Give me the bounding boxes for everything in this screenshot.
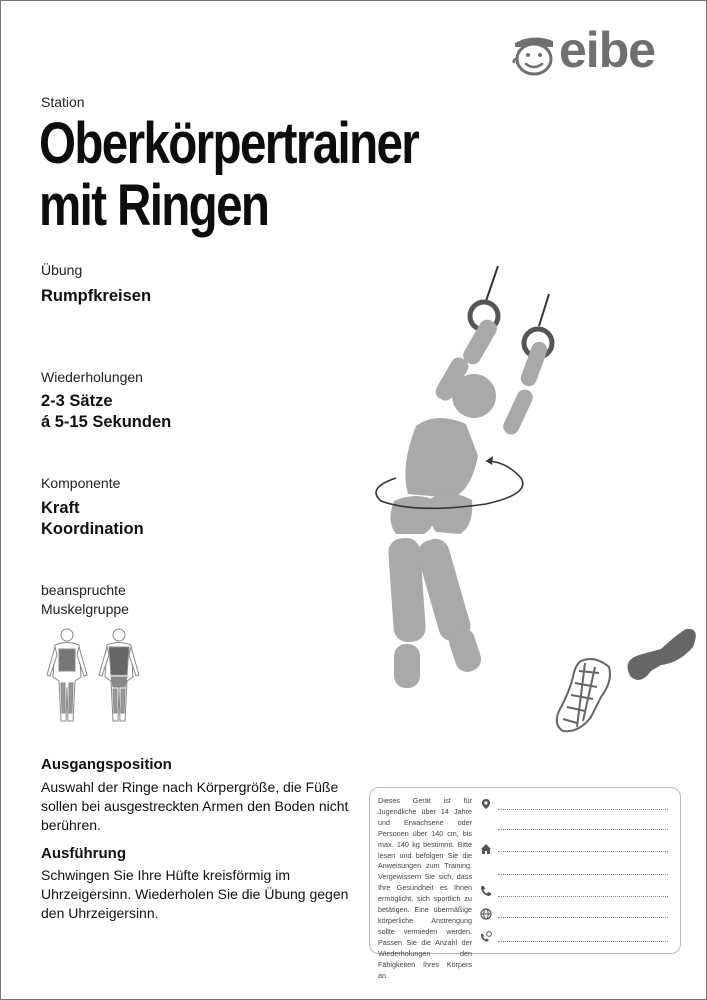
title-line-1: Oberkörpertrainer bbox=[39, 111, 419, 176]
repetitions-line-2: á 5-15 Sekunden bbox=[41, 413, 172, 431]
start-position-heading: Ausgangsposition bbox=[41, 756, 172, 773]
info-line-3 bbox=[498, 851, 668, 852]
component-line-2: Koordination bbox=[41, 520, 144, 538]
execution-text: Schwingen Sie Ihre Hüfte kreisförmig im Uhrzeigersinn. Wiederholen Sie die Übung gegen den Uhrzeigersinn. bbox=[41, 867, 349, 921]
info-line-5 bbox=[498, 896, 668, 897]
shoe-sole-dark-icon bbox=[627, 629, 695, 680]
emergency-phone-icon bbox=[480, 931, 492, 943]
back-body-icon bbox=[99, 629, 139, 721]
muscle-group-diagram bbox=[39, 625, 151, 725]
exercise-value: Rumpfkreisen bbox=[41, 287, 152, 305]
smiling-kid-face-icon bbox=[507, 33, 559, 77]
location-pin-icon bbox=[480, 798, 492, 810]
execution-heading: Ausführung bbox=[41, 845, 126, 862]
title-line-2: mit Ringen bbox=[39, 173, 269, 238]
exercise-label: Übung bbox=[41, 262, 83, 278]
repetitions-label: Wiederholungen bbox=[41, 369, 143, 385]
phone-icon bbox=[480, 885, 492, 897]
shoe-sole-tread-icon bbox=[557, 659, 610, 731]
component-line-1: Kraft bbox=[41, 499, 80, 517]
info-line-7 bbox=[498, 941, 668, 942]
muscle-label-line-1: beanspruchte bbox=[41, 582, 126, 598]
start-position-text: Auswahl der Ringe nach Körpergröße, die Füße sollen bei ausgestreckten Armen den Boden nicht berühren. bbox=[41, 779, 349, 833]
page-title bbox=[39, 113, 418, 237]
brand-name: eibe bbox=[559, 22, 656, 78]
station-label: Station bbox=[41, 94, 85, 110]
component-label: Komponente bbox=[41, 475, 121, 491]
info-line-2 bbox=[498, 829, 668, 830]
globe-icon bbox=[480, 908, 492, 920]
safety-notice: Dieses Gerät ist für Jugendliche über 14 Jahre und Erwachsene oder Personen über 140 cm, bis max. 140 kg bestimmt. Bitte lesen und befolgen Sie die Anweisungen zum Training. Vergewissern Sie sich, dass Ihre Gesundheit es Ihnen ermöglicht, sich sportlich zu betätigen. Eine übermäßige körperliche Anstrengung sollte vermieden werden. Passen Sie die Anzahl der Wiederholungen den Fähigkeiten Ihres Körpers an. bbox=[378, 796, 472, 980]
home-icon bbox=[480, 843, 492, 855]
front-body-icon bbox=[47, 629, 87, 721]
info-box bbox=[369, 787, 681, 980]
exercise-figure-illustration bbox=[356, 256, 556, 696]
info-line-4 bbox=[498, 874, 668, 875]
repetitions-line-1: 2-3 Sätze bbox=[41, 392, 113, 410]
mannequin bbox=[387, 317, 549, 688]
eibe-logo bbox=[507, 22, 682, 79]
muscle-label-line-2: Muskelgruppe bbox=[41, 601, 129, 617]
info-line-6 bbox=[498, 917, 668, 918]
footprint-icons bbox=[551, 621, 701, 739]
info-line-1 bbox=[498, 809, 668, 810]
